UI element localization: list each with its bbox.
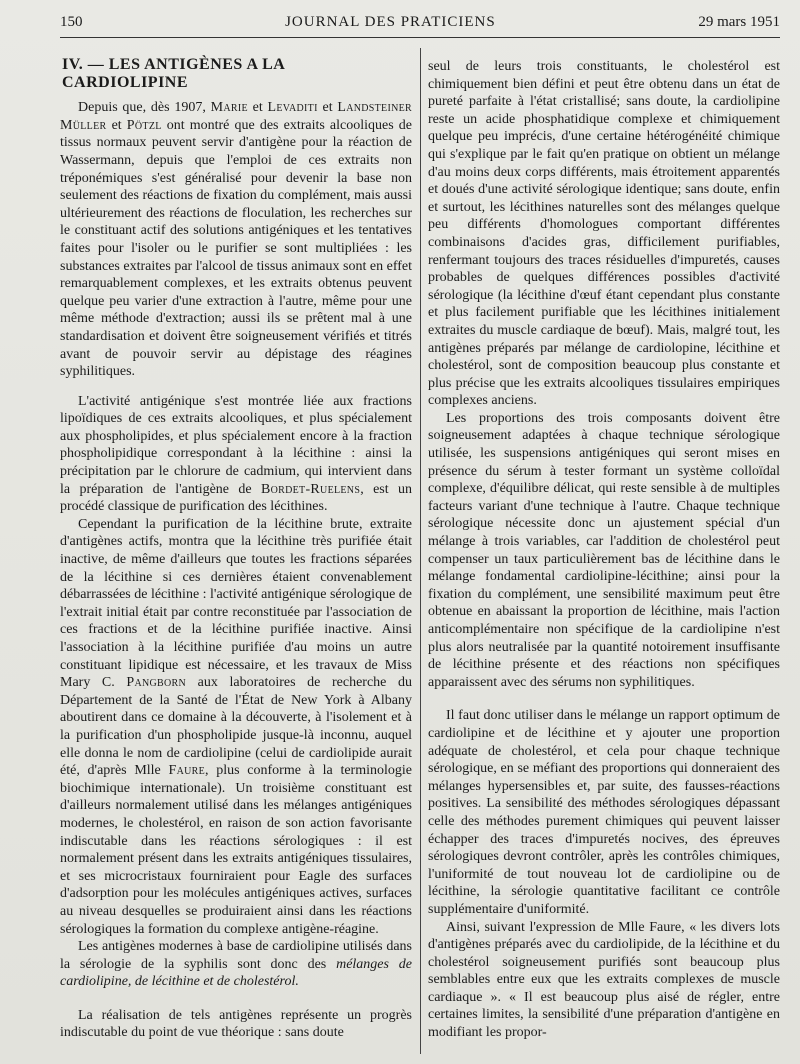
running-header [60,14,780,34]
author-name: Landsteiner [337,100,413,116]
journal-title: JOURNAL DES PRATICIENS [285,14,496,30]
paragraph-realisation: La réalisation de tels antigènes représente un progrès indiscutable du point de vue théorique : sans doute [60,1007,412,1041]
author-name: Faure [168,763,206,779]
paragraph-history: Depuis que, dès 1907, Marie et Levaditi et Landsteiner Müller et Pötzl ont montré que des extraits alcooliques de tissus normaux peuvent servir d'antigène pour la réaction de Wassermann, depuis que l'emploi de ces extraits non tréponémiques s'est généralisé pour devenir la base non seulement des réactions de fixation du complément, mais aussi ultérieurement des réactions de floculation, les recherches sur le constituant actif des solutions antigéniques et les tentatives faites pour l'isoler ou le purifier se sont multipliées : les substances extraites par l'alcool de tissus animaux sont en effet remarquablement complexes, et les extraits obtenus peuvent quelque peu varier d'une extraction à l'autre, même pour une même méthode d'extraction; aussi ils se prêtent mal à une standardisation et doivent être soigneusement vérifiés et titrés avant de pouvoir servir au dépistage des réagines syphilitiques. [60,100,413,380]
author-name: Levaditi [267,100,318,116]
author-name: Pötzl [126,117,162,133]
column-divider [420,48,421,1054]
section-title: IV. — LES ANTIGÈNES A LA CARDIOLIPINE [62,56,285,91]
left-column [60,56,412,1042]
paragraph-antigenic-activity: L'activité antigénique s'est montrée liée aux fractions lipoïdiques de ces extraits alcooliques, et plus spécialement aux phospholipides, et plus spécialement encore à la fraction phospholipidique correspondant à la lécithine : ainsi la précipitation par le chlorure de cadmium, qui intervient dans la préparation de l'antigène de Bordet-Ruelens, est un procédé classique de purification des lécithines. [60,393,412,515]
header-rule [60,37,780,38]
author-name: Marie [210,100,248,116]
author-name: Pangborn [126,675,187,691]
paragraph-optimum-ratio: Il faut donc utiliser dans le mélange un rapport optimum de cardiolipine et de lécithine et y ajouter une proportion adéquate de cholestérol, et cela pour chaque technique sérologique, en se méfiant des proportions qui donneraient des mélanges hypersensibles et, par suite, des fausses-réactions positives. La sensibilité des méthodes sérologiques dépassant celle des méthodes purement chimiques qui peuvent laisser échapper des traces d'impuretés nocives, des épreuves sérologiques devront contrôler, après les contrôles chimiques, l'uniformité de tout nouveau lot de cardiolipine ou de lécithine, la sérologie quantitative facilitant ce contrôle supplémentaire d'uniformité. [428,708,780,917]
paragraph-quotation: Ainsi, suivant l'expression de Mlle Faure, « les divers lots d'antigènes préparés avec du cardiolipide, de la lécithine et du cholestérol soigneusement purifiés sont beaucoup plus semblables entre eux que les extraits complexes de muscle cardiaque ». « Il est beaucoup plus aisé de régler, entre certaines limites, la sensibilité d'une préparation d'antigène en modifiant les propor- [428,919,780,1041]
paragraph-modern-antigens: Les antigènes modernes à base de cardiolipine utilisés dans la sérologie de la syphilis sont donc des mélanges de cardiolipine, de lécithine et de cholestérol. [60,939,412,990]
author-name: Bordet-Ruelens [260,481,361,497]
paragraph-constituents: seul de leurs trois constituants, le cholestérol est chimiquement bien défini et peut être obtenu dans un état de pureté parfaite à l'état cristallisé; sans doute, la cardiolipine reste un acide phosphatidique complexe et chimiquement quelque peu imprécis, d'une certaine hétérogénéité chimique qui s'explique par le fait qu'en pratique on obtient un mélange d'au moins deux corps différents, mais étroitement apparentés et doués d'une activité sérologique identique; sans doute, enfin et surtout, les lécithines naturelles sont des mélanges quelque peu différents d'homologues comportant différentes combinaisons d'acides gras, difficilement purifiables, renfermant toujours des traces résiduelles d'impuretés, causes probables de quelques différences possibles d'activité sérologique (la lécithine d'œuf étant cependant plus constante et plus facilement purifiable que les lécithines initialement extraites du muscle cardiaque de bœuf). Mais, malgré tout, les antigènes préparés par mélange de cardiolopine, lécithine et cholestérol, sont de composition beaucoup plus constante et plus précise que les extraits alcooliques tissulaires empiriques complexes anciens. [428,59,780,409]
paragraph-proportions: Les proportions des trois composants doivent être soigneusement adaptées à chaque technique sérologique utilisée, les suspensions antigéniques qui seront mises en présence du sérum à tester formant un système colloïdal complexe, d'équilibre délicat, qui reste sensible à de multiples facteurs variant d'une technique à l'autre. Chaque technique sérologique nécessite donc un ajustement spécial d'un mélange à trois variables, car l'addition de cholestérol peut compenser un taux particulièrement bas de lécithine dans le mélange fondamental cardiolipine-lécithine; ainsi pour la fixation du complément, une sensibilité maximum peut être obtenue en abaissant la proportion de lécithine, mais l'action anticomplémentaire non spécifique de la cardiolipine n'est plus alors neutralisée par la quantité notoirement insuffisante de lécithine présente et des réactions non spécifiques apparaissent avec des sérums non syphilitiques. [428,410,780,690]
emphasis-text: mélanges de cardiolipine, de lécithine et de cholestérol. [60,956,412,990]
right-column [428,58,780,1042]
page-number: 150 [60,14,83,30]
author-name: Müller [60,117,107,133]
issue-date: 29 mars 1951 [698,14,780,30]
paragraph-purification: Cependant la purification de la lécithine brute, extraite d'antigènes actifs, montra que la lécithine très purifiée était inactive, de même d'ailleurs que toutes les fractions séparées de la lécithine si ces dernières étaient convenablement débarrassées de lécithine : l'activité antigénique sérologique de l'extrait initial était par contre reconstituée par l'association de ces fractions et de la lécithine purifiée inactive. Ainsi l'association à la lécithine purifiée d'au moins un autre constituant lipidique est nécessaire, et les travaux de Miss Mary C. Pangborn aux laboratoires de recherche du Département de la Santé de l'État de New York à Albany aboutirent dans ce domaine à la découverte, à l'isolement et à la purification d'un phospholipide jusque-là inconnu, auquel elle donna le nom de cardiolipine (celui de cardiolipide aurait été, d'après Mlle Faure, plus conforme à la terminologie biochimique internationale). Un troisième constituant est d'ailleurs normalement utilisé dans les mélanges antigéniques modernes, le cholestérol, en raison de son action favorisante indiscutable dans les réactions sérologiques : il est normalement présent dans les extraits antigéniques tissulaires, et ses microcristaux fourniraient pour Eagle des surfaces d'adsorption pour les molécules antigéniques actives, surfaces au niveau desquelles se produiraient ainsi dans les réactions sérologiques la formation du complexe antigène-réagine. [60,516,412,937]
